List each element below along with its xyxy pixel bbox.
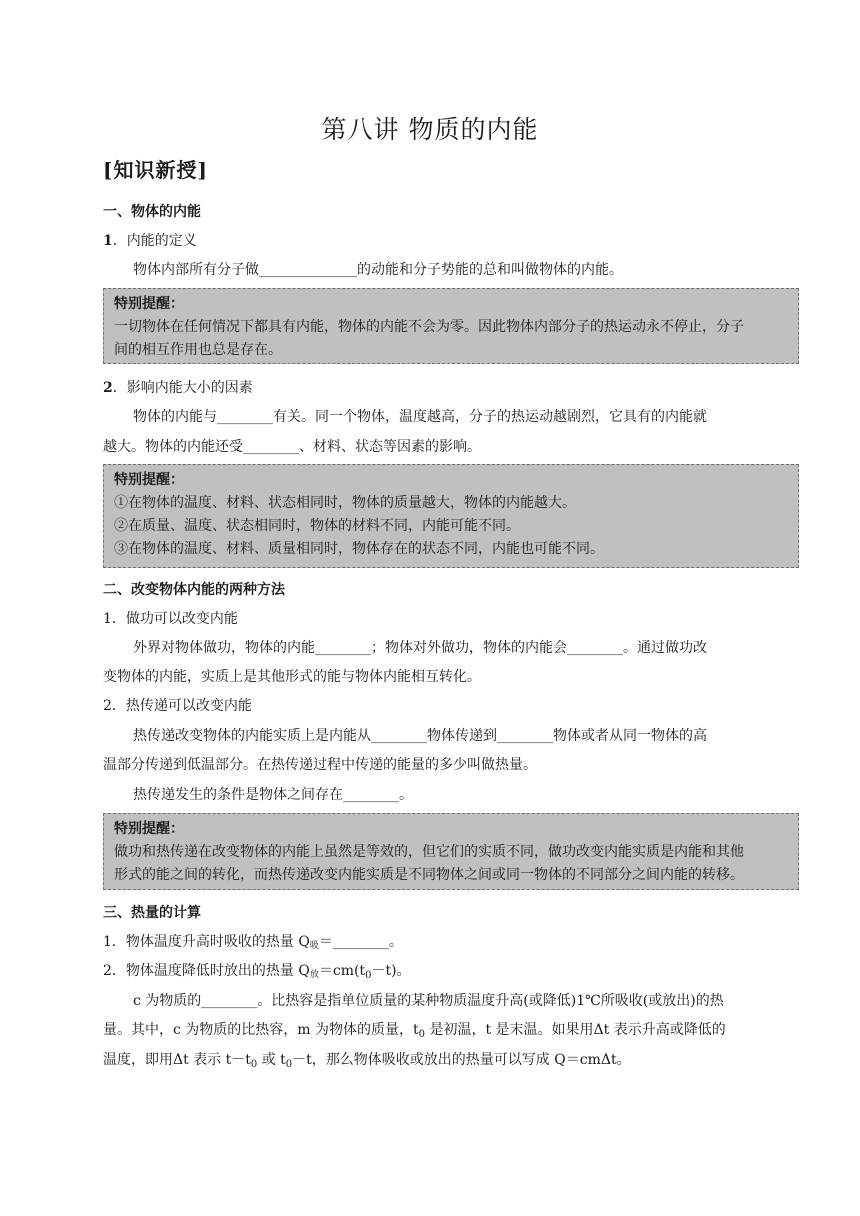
note-box-2 bbox=[103, 464, 799, 568]
note-box-1 bbox=[103, 288, 799, 364]
note-box-2-title: 特别提醒： bbox=[114, 472, 184, 488]
paragraph-2-3: 热传递发生的条件是物体之间存在________。 bbox=[133, 787, 413, 803]
note-box-3-title: 特别提醒： bbox=[114, 821, 184, 837]
item-3-1 bbox=[103, 931, 403, 951]
item-1-1-heading bbox=[103, 230, 197, 250]
paragraph-1-2-line-1: 物体的内能与________有关。同一个物体，温度越高，分子的热运动越剧烈，它具有的内能就 bbox=[133, 409, 707, 425]
note-box-1-title: 特别提醒： bbox=[114, 296, 184, 312]
note-box-3-line-1: 做功和热传递在改变物体的内能上虽然是等效的，但它们的实质不同，做功改变内能实质是内能和其他 bbox=[114, 844, 744, 860]
section-2-heading: 二、改变物体内能的两种方法 bbox=[103, 582, 285, 598]
page-title: 第八讲 物质的内能 bbox=[321, 115, 539, 144]
item-3-2-subscript: 放 bbox=[309, 970, 319, 980]
paragraph-3-line-3-subscript-1: 0 bbox=[250, 1059, 258, 1070]
note-box-2-line-1: ①在物体的温度、材料、状态相同时，物体的质量越大，物体的内能越大。 bbox=[114, 495, 576, 511]
section-1-heading: 一、物体的内能 bbox=[103, 204, 201, 220]
note-box-2-line-3: ③在物体的温度、材料、质量相同时，物体存在的状态不同，内能也可能不同。 bbox=[114, 541, 604, 557]
paragraph-2-1-line-1: 外界对物体做功，物体的内能________；物体对外做功，物体的内能会________。通过做功改 bbox=[133, 640, 707, 656]
paragraph-3-line-1: c 为物质的________。比热容是指单位质量的某种物质温度升高(或降低)1℃所吸收(或放出)的热 bbox=[133, 993, 724, 1009]
note-box-1-line-2: 间的相互作用也总是存在。 bbox=[114, 342, 282, 358]
paragraph-1-1: 物体内部所有分子做______________的动能和分子势能的总和叫做物体的内能。 bbox=[133, 262, 623, 278]
paragraph-3-line-3-suffix: －t，那么物体吸收或放出的热量可以写成 Q＝cmΔt。 bbox=[292, 1052, 631, 1068]
paragraph-3-line-3-prefix: 温度，即用Δt 表示 t－t bbox=[103, 1052, 251, 1068]
paragraph-3-line-3-subscript-2: 0 bbox=[285, 1059, 293, 1070]
item-1-2-label: ．影响内能大小的因素 bbox=[112, 380, 253, 396]
item-3-1-subscript: 吸 bbox=[309, 941, 319, 951]
note-box-3-line-2: 形式的能之间的转化，而热传递改变内能实质是不同物体之间或同一物体的不同部分之间内能的转移。 bbox=[114, 867, 744, 883]
paragraph-3-line-2-suffix: 是初温，t 是末温。如果用Δt 表示升高或降低的 bbox=[425, 1022, 726, 1038]
item-3-2-prefix: 2．物体温度降低时放出的热量 Q bbox=[103, 963, 310, 979]
item-2-1-heading: 1．做功可以改变内能 bbox=[103, 611, 238, 627]
item-3-2-middle: ＝cm(t bbox=[318, 963, 366, 979]
item-1-2-number: 2 bbox=[103, 380, 113, 396]
paragraph-3-line-3-middle: 或 t bbox=[257, 1052, 286, 1068]
note-box-1-line-1: 一切物体在任何情况下都具有内能，物体的内能不会为零。因此物体内部分子的热运动永不停止，分子 bbox=[114, 319, 744, 335]
paragraph-2-1-line-2: 变物体的内能，实质上是其他形式的能与物体内能相互转化。 bbox=[103, 669, 481, 685]
note-box-3 bbox=[103, 813, 799, 890]
note-box-2-line-2: ②在质量、温度、状态相同时，物体的材料不同，内能可能不同。 bbox=[114, 518, 520, 534]
item-2-2-heading: 2．热传递可以改变内能 bbox=[103, 698, 252, 714]
paragraph-3-line-2-prefix: 量。其中，c 为物质的比热容，m 为物体的质量，t bbox=[103, 1022, 419, 1038]
item-1-1-label: ．内能的定义 bbox=[112, 233, 197, 249]
item-3-1-suffix: ＝________。 bbox=[318, 934, 403, 950]
paragraph-3-line-3 bbox=[103, 1049, 631, 1070]
section-3-heading: 三、热量的计算 bbox=[103, 905, 201, 921]
item-1-1-number: 1 bbox=[103, 233, 113, 249]
item-3-2-suffix: －t)。 bbox=[371, 963, 411, 979]
item-3-2 bbox=[103, 960, 411, 981]
item-3-1-prefix: 1．物体温度升高时吸收的热量 Q bbox=[103, 934, 310, 950]
paragraph-2-2-line-2: 温部分传递到低温部分。在热传递过程中传递的能量的多少叫做热量。 bbox=[103, 757, 537, 773]
item-3-2-subscript-zero: 0 bbox=[365, 970, 372, 981]
paragraph-3-line-2-subscript: 0 bbox=[418, 1029, 426, 1040]
paragraph-3-line-2 bbox=[103, 1019, 726, 1040]
paragraph-2-2-line-1: 热传递改变物体的内能实质上是内能从________物体传递到________物体或者从同一物体的高 bbox=[133, 728, 707, 744]
item-1-2-heading bbox=[103, 377, 253, 397]
section-bracket-heading: [知识新授] bbox=[103, 158, 208, 182]
paragraph-1-2-line-2: 越大。物体的内能还受________、材料、状态等因素的影响。 bbox=[103, 439, 481, 455]
